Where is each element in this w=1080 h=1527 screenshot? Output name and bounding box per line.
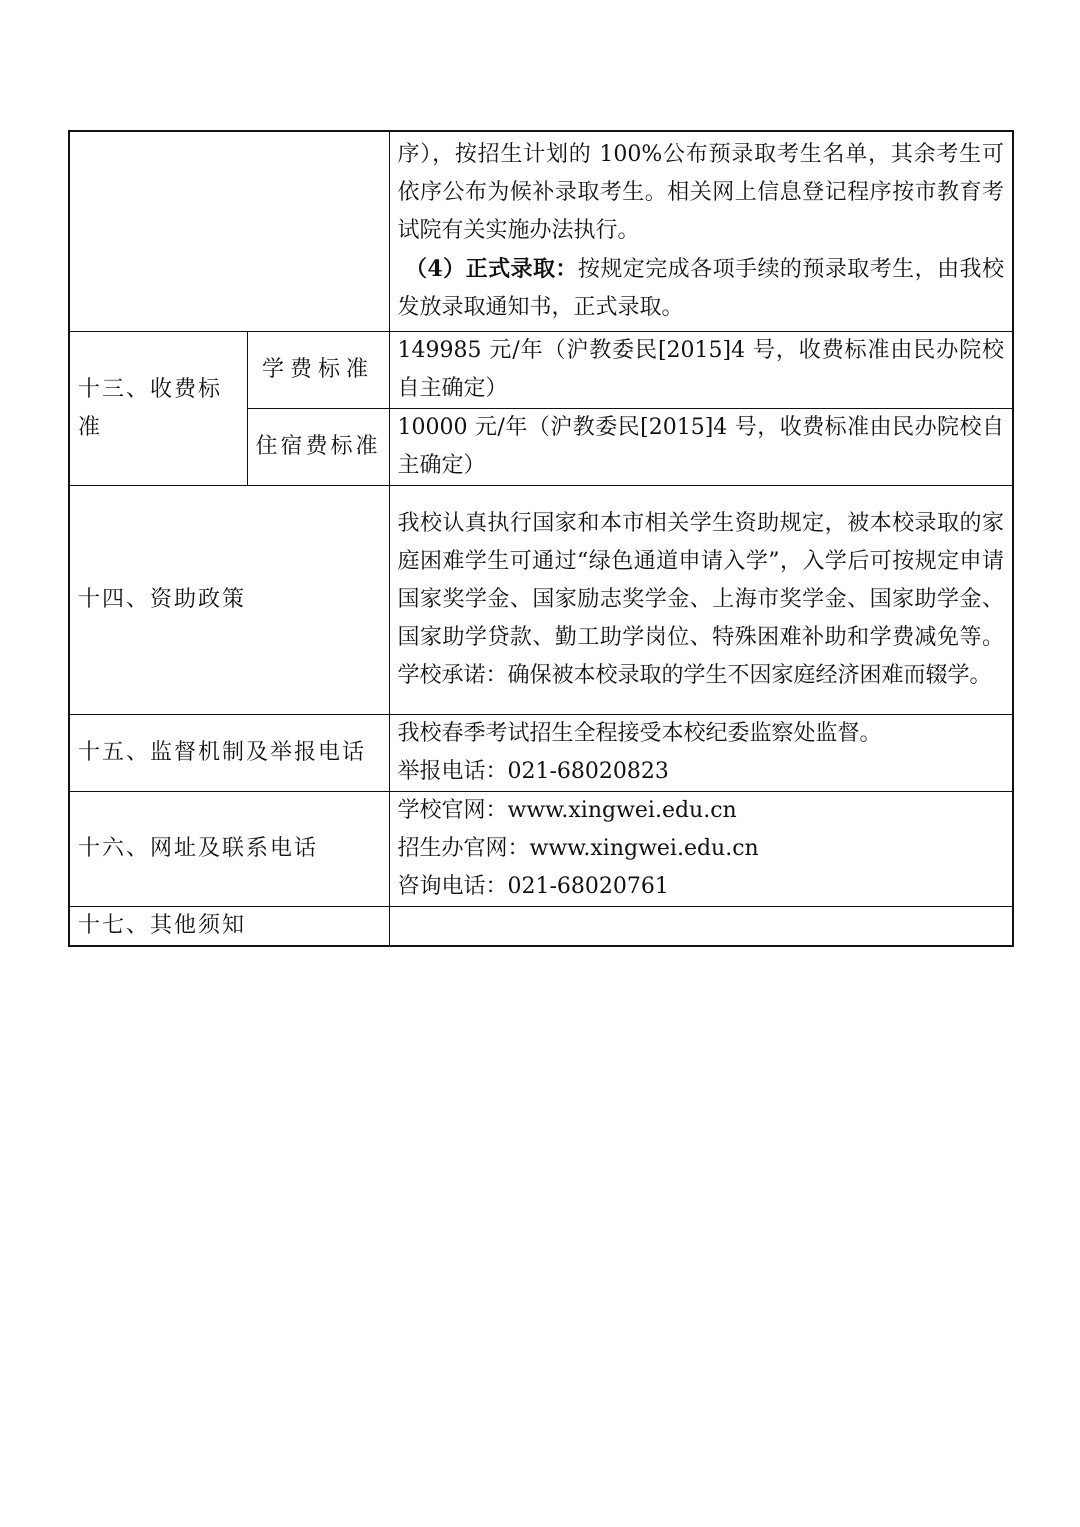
table-row-other (69, 907, 1013, 947)
consult-phone-line: 咨询电话：021-68020761 (397, 874, 669, 899)
table-row-contact (69, 792, 1013, 907)
tuition-value (389, 332, 1013, 409)
aid-content (389, 486, 1013, 715)
supervision-line-1: 我校春季考试招生全程接受本校纪委监察处监督。 (397, 721, 882, 746)
table-row-aid (69, 486, 1013, 715)
school-website-line: 学校官网：www.xingwei.edu.cn (397, 798, 737, 823)
tuition-text: 149985 元/年（沪教委民[2015]4 号，收费标准由民办院校自主确定） (397, 338, 1004, 401)
formal-admission-label: （4）正式录取： (404, 256, 578, 282)
lodging-text: 10000 元/年（沪教委民[2015]4 号，收费标准由民办院校自主确定） (397, 415, 1004, 478)
admission-info-table (68, 130, 1014, 947)
table-row-tuition (69, 332, 1013, 409)
table-row-continuation (69, 131, 1013, 332)
lodging-label: 住宿费标准 (247, 409, 389, 486)
other-label: 十七、其他须知 (69, 907, 389, 947)
contact-content (389, 792, 1013, 907)
formal-admission-paragraph (398, 250, 1005, 327)
formal-admission-text: 按规定完成各项手续的预录取考生，由我校发放录取通知书，正式录取。 (397, 257, 1004, 320)
contact-label: 十六、网址及联系电话 (69, 792, 389, 907)
tuition-label: 学费标准 (247, 332, 389, 409)
lodging-value (389, 409, 1013, 486)
other-content (389, 907, 1013, 947)
supervision-content (389, 715, 1013, 792)
table-row-supervision (69, 715, 1013, 792)
aid-text: 我校认真执行国家和本市相关学生资助规定，被本校录取的家庭困难学生可通过“绿色通道申请入学”，入学后可按规定申请国家奖学金、国家励志奖学金、上海市奖学金、国家助学金、国家助学贷款、勤工助学岗位、特殊困难补助和学费减免等。学校承诺：确保被本校录取的学生不因家庭经济困难而辍学。 (397, 511, 1004, 688)
admissions-website-line: 招生办官网：www.xingwei.edu.cn (397, 836, 759, 861)
fees-label: 十三、收费标准 (69, 332, 247, 486)
continuation-paragraph: 序），按招生计划的 100%公布预录取考生名单，其余考生可依序公布为候补录取考生。相关网上信息登记程序按市教育考试院有关实施办法执行。 (397, 142, 1004, 243)
supervision-line-2: 举报电话：021-68020823 (397, 759, 669, 784)
aid-label: 十四、资助政策 (69, 486, 389, 715)
empty-label-cell (69, 131, 389, 332)
supervision-label: 十五、监督机制及举报电话 (69, 715, 389, 792)
continuation-content (389, 131, 1013, 332)
